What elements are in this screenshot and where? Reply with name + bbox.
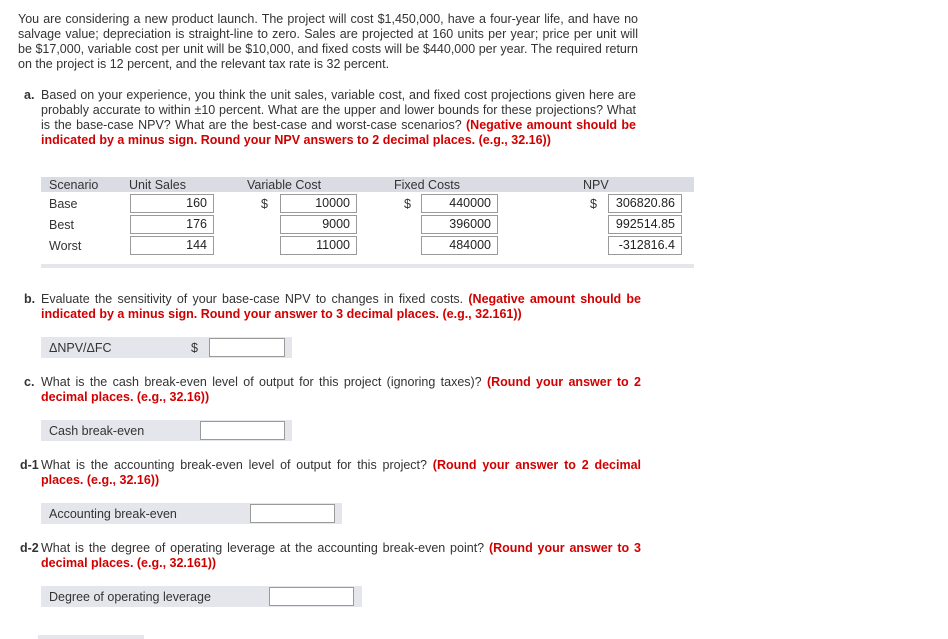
best-fixed-costs-input[interactable]: 396000 bbox=[421, 215, 498, 234]
best-variable-cost-input[interactable]: 9000 bbox=[280, 215, 357, 234]
dol-input[interactable] bbox=[269, 587, 354, 606]
part-d2-label: d-2 bbox=[20, 541, 39, 555]
row-base-label: Base bbox=[49, 197, 78, 211]
base-vc-currency: $ bbox=[261, 197, 268, 211]
part-a-text: Based on your experience, you think the unit sales, variable cost, and fixed cost projections given here are probably accurate to within ±10 percent. What are the upper and lower bounds for these projections? What is the base-case NPV? What are the best-case and worst-case scenarios? bbox=[41, 88, 636, 132]
accounting-break-even-label: Accounting break-even bbox=[49, 507, 177, 521]
problem-statement: You are considering a new product launch. The project will cost $1,450,000, have a four-year life, and have no salvage value; depreciation is straight-line to zero. Sales are projected at 160 units per year; price per unit will be $17,000, variable cost per unit will be $10,000, and fixed costs will be $440,000 per year. The required return on the project is 12 percent, and the relevant tax rate is 32 percent. bbox=[18, 12, 638, 71]
accounting-break-even-input[interactable] bbox=[250, 504, 335, 523]
header-unit-sales: Unit Sales bbox=[129, 178, 186, 192]
worst-variable-cost-input[interactable]: 11000 bbox=[280, 236, 357, 255]
delta-npv-input[interactable] bbox=[209, 338, 285, 357]
header-variable-cost: Variable Cost bbox=[247, 178, 322, 192]
part-b-question bbox=[41, 292, 641, 322]
scenario-table bbox=[41, 177, 694, 269]
part-d1-question bbox=[41, 458, 641, 488]
worst-npv-input[interactable]: -312816.4 bbox=[608, 236, 682, 255]
base-npv-input[interactable]: 306820.86 bbox=[608, 194, 682, 213]
delta-npv-label: ΔNPV/ΔFC bbox=[49, 341, 112, 355]
cash-break-even-label: Cash break-even bbox=[49, 424, 145, 438]
best-unit-sales-input[interactable]: 176 bbox=[130, 215, 214, 234]
part-c-instruction: (Round your answer to 2 decimal places. (e.g., 32.16)) bbox=[41, 375, 641, 404]
part-c-label: c. bbox=[24, 375, 35, 389]
base-unit-sales-input[interactable]: 160 bbox=[130, 194, 214, 213]
dol-label: Degree of operating leverage bbox=[49, 590, 211, 604]
part-c-text: What is the cash break-even level of output for this project (ignoring taxes)? bbox=[41, 375, 482, 389]
part-d1-label: d-1 bbox=[20, 458, 39, 472]
header-scenario: Scenario bbox=[49, 178, 99, 192]
cash-break-even-input[interactable] bbox=[200, 421, 285, 440]
base-variable-cost-input[interactable]: 10000 bbox=[280, 194, 357, 213]
row-worst-label: Worst bbox=[49, 239, 82, 253]
base-fc-currency: $ bbox=[404, 197, 411, 211]
part-b-text: Evaluate the sensitivity of your base-case NPV to changes in fixed costs. bbox=[41, 292, 464, 306]
part-a-instruction: (Negative amount should be indicated by a minus sign. Round your NPV answers to 2 decimal places. (e.g., 32.16)) bbox=[41, 118, 636, 147]
part-a-question bbox=[41, 88, 636, 148]
base-npv-currency: $ bbox=[590, 197, 597, 211]
part-b-label: b. bbox=[24, 292, 36, 306]
row-best-label: Best bbox=[49, 218, 75, 232]
part-d1-text: What is the accounting break-even level of output for this project? bbox=[41, 458, 427, 472]
best-npv-input[interactable]: 992514.85 bbox=[608, 215, 682, 234]
part-a-label: a. bbox=[24, 88, 35, 102]
delta-npv-currency: $ bbox=[191, 341, 198, 355]
part-b-instruction: (Negative amount should be indicated by a minus sign. Round your answer to 3 decimal places. (e.g., 32.161)) bbox=[41, 292, 641, 321]
part-d2-question bbox=[41, 541, 641, 571]
base-fixed-costs-input[interactable]: 440000 bbox=[421, 194, 498, 213]
worst-fixed-costs-input[interactable]: 484000 bbox=[421, 236, 498, 255]
part-d1-instruction: (Round your answer to 2 decimal places. (e.g., 32.16)) bbox=[41, 458, 641, 487]
page-bottom-divider bbox=[38, 635, 144, 639]
header-fixed-costs: Fixed Costs bbox=[394, 178, 460, 192]
part-d2-text: What is the degree of operating leverage at the accounting break-even point? bbox=[41, 541, 485, 555]
part-d2-instruction: (Round your answer to 3 decimal places. (e.g., 32.161)) bbox=[41, 541, 641, 570]
table-bottom-divider bbox=[41, 264, 694, 268]
header-npv: NPV bbox=[583, 178, 609, 192]
worst-unit-sales-input[interactable]: 144 bbox=[130, 236, 214, 255]
part-c-question bbox=[41, 375, 641, 405]
